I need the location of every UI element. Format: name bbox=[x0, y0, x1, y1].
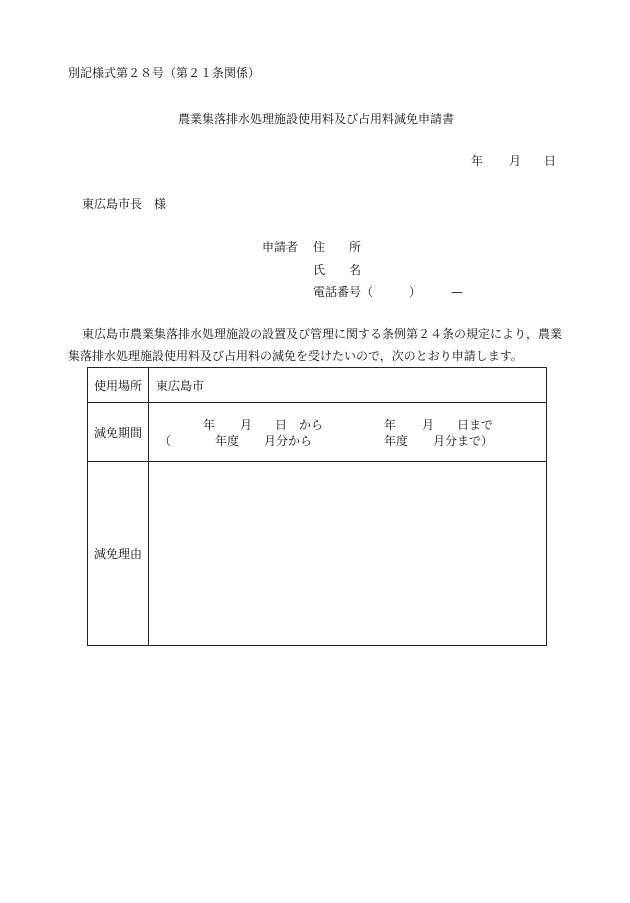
period-from: から bbox=[299, 418, 324, 432]
applicant-phone-label: 電話番号（ ） — bbox=[313, 285, 464, 299]
location-label: 使用場所 bbox=[88, 368, 149, 403]
form-number: 別記様式第２８号（第２１条関係） bbox=[68, 66, 261, 80]
date-month-label: 月 bbox=[509, 154, 522, 168]
application-table bbox=[87, 367, 547, 646]
period-start-month: 月 bbox=[240, 418, 253, 432]
period-end-year: 年 bbox=[384, 418, 397, 432]
date-day-label: 日 bbox=[544, 154, 557, 168]
period-start-day: 日 bbox=[275, 418, 288, 432]
page-title: 農業集落排水処理施設使用料及び占用料減免申請書 bbox=[178, 112, 455, 126]
period-fy-end: 年度 bbox=[384, 434, 409, 448]
body-text-line1: 東広島市農業集落排水処理施設の設置及び管理に関する条例第２４条の規定により，農業 bbox=[82, 327, 563, 341]
period-end-day: 日まで bbox=[457, 418, 494, 432]
period-month-from: 月分から bbox=[264, 434, 313, 448]
period-field[interactable] bbox=[149, 403, 547, 462]
period-month-until: 月分まで） bbox=[433, 434, 494, 448]
period-start-year: 年 bbox=[203, 418, 216, 432]
applicant-address-label: 住 所 bbox=[313, 240, 362, 254]
period-paren-open: （ bbox=[159, 434, 172, 448]
period-row bbox=[88, 403, 547, 462]
location-row bbox=[88, 368, 547, 403]
reason-label: 減免理由 bbox=[88, 462, 149, 646]
body-text-line2: 集落排水処理施設使用料及び占用料の減免を受けたいので，次のとおり申請します。 bbox=[68, 349, 523, 363]
location-value[interactable]: 東広島市 bbox=[149, 368, 547, 403]
period-label: 減免期間 bbox=[88, 403, 149, 462]
applicant-label: 申請者 bbox=[262, 240, 299, 254]
period-fy-start: 年度 bbox=[215, 434, 240, 448]
reason-value[interactable] bbox=[149, 462, 547, 646]
applicant-name-label: 氏 名 bbox=[313, 263, 362, 277]
date-year-label: 年 bbox=[471, 154, 484, 168]
addressee: 東広島市長 様 bbox=[82, 197, 167, 211]
period-end-month: 月 bbox=[422, 418, 435, 432]
reason-row bbox=[88, 462, 547, 646]
